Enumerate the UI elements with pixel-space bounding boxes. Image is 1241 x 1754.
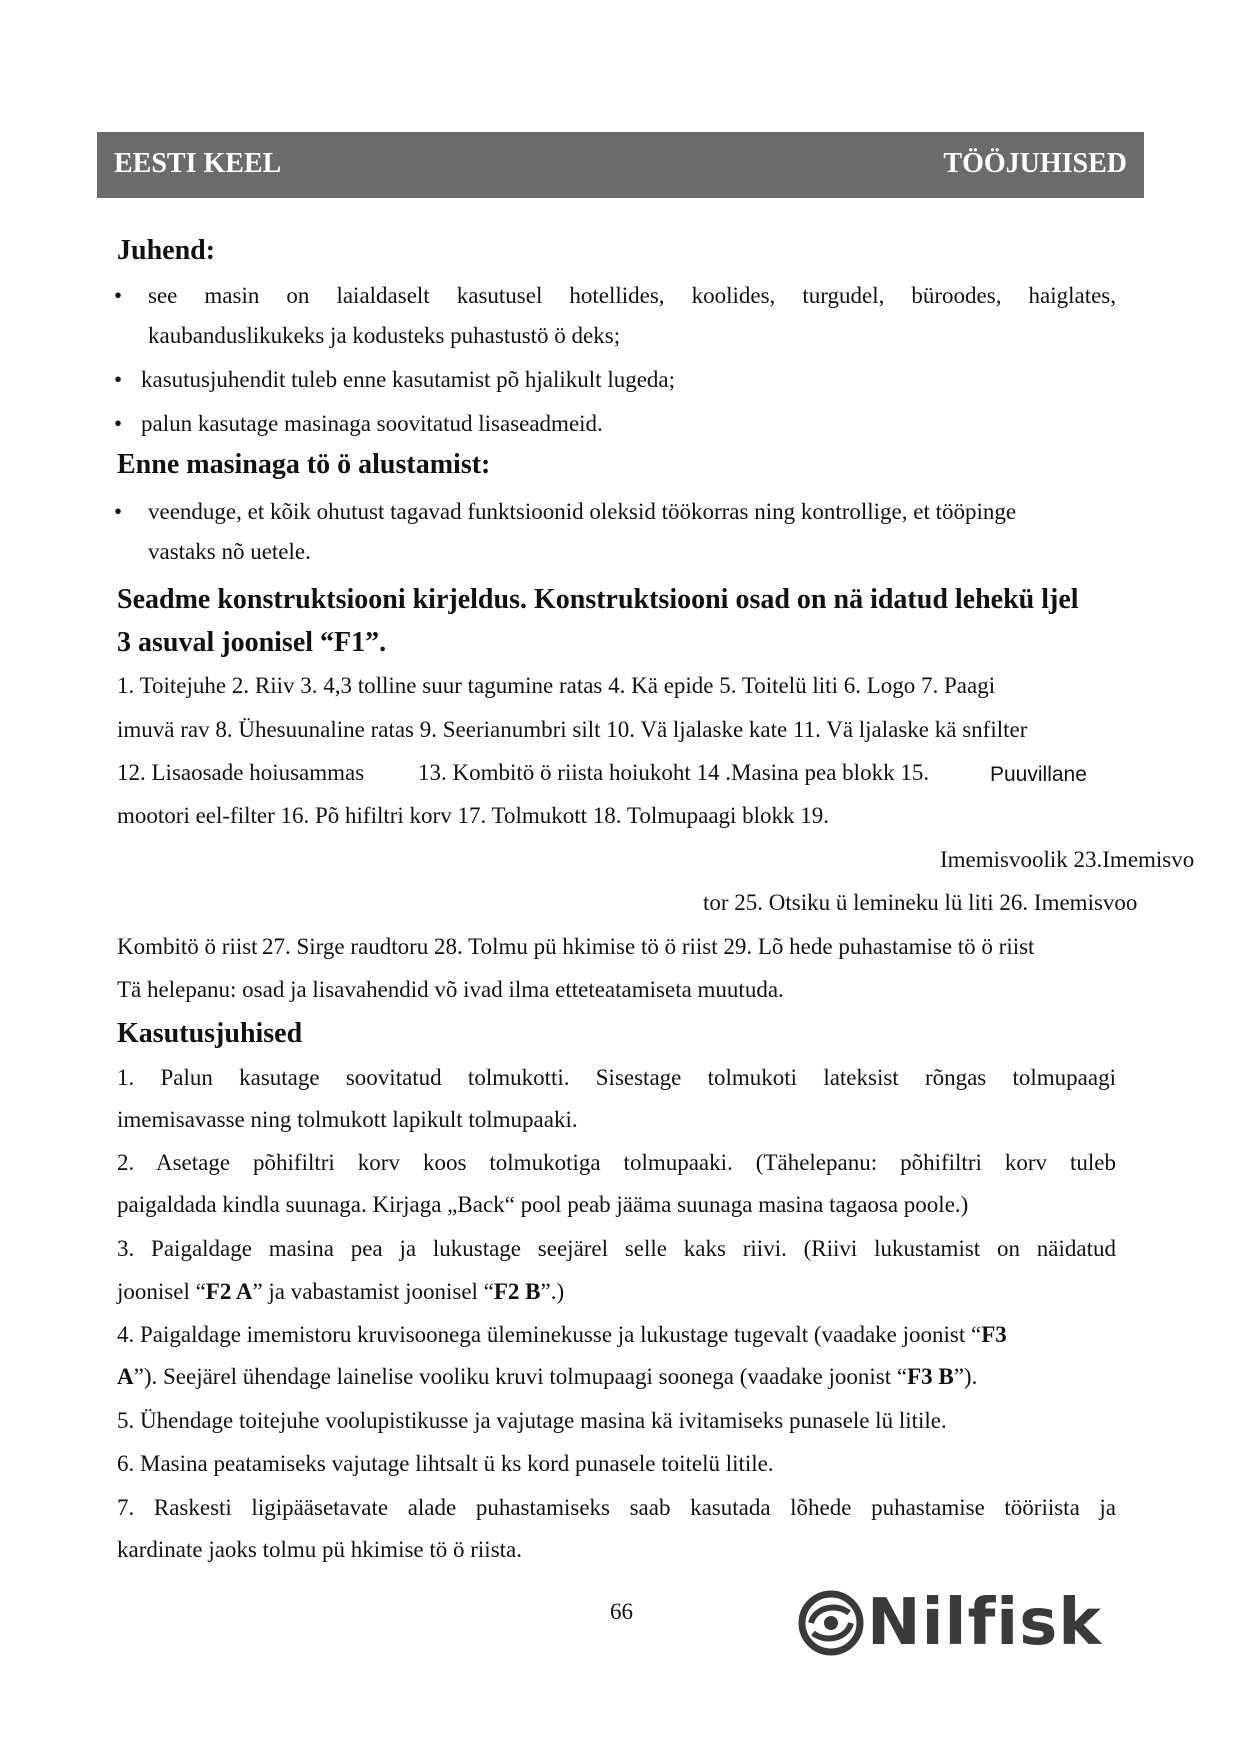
parts-line-6: tor 25. Otsiku ü lemineku lü liti 26. Imemisvoo <box>703 890 1138 915</box>
instruction-4-line-1 <box>117 1322 1007 1348</box>
parts-line-7a: Kombitö ö riist <box>117 934 258 959</box>
parts-line-2: imuvä rav 8. Ühesuunaline ratas 9. Seerianumbri silt 10. Vä ljalaske kate 11. Vä ljalaske kä snfilter <box>117 717 1028 742</box>
nilfisk-logo-text: Nilfisk <box>867 1586 1102 1660</box>
instruction-3-line-1: 3. Paigaldage masina pea ja lukustage seejärel selle kaks riivi. (Riivi lukustamist on näidatud <box>117 1236 1116 1261</box>
figure-ref-f3: F3 <box>981 1322 1007 1347</box>
language-label: EESTI KEEL <box>114 148 282 179</box>
figure-ref-f3b: F3 B <box>907 1364 954 1389</box>
parts-line-3c: Puuvillane <box>990 763 1087 786</box>
instruction-4-text-a: 4. Paigaldage imemistoru kruvisoonega üleminekusse ja lukustage tugevalt (vaadake joonist “ <box>117 1322 982 1347</box>
nilfisk-logo-icon <box>797 1589 865 1657</box>
page-header-bar <box>97 132 1144 198</box>
instruction-1-line-1: 1. Palun kasutage soovitatud tolmukotti. Sisestage tolmukoti lateksist rõngas tolmupaagi <box>117 1065 1116 1090</box>
instruction-2-line-1: 2. Asetage põhifiltri korv koos tolmukotiga tolmupaaki. (Tähelepanu: põhifiltri korv tuleb <box>117 1150 1116 1175</box>
instruction-3-text-e: ”.) <box>540 1279 565 1304</box>
instruction-7-line-2: kardinate jaoks tolmu pü hkimise tö ö riista. <box>117 1537 522 1562</box>
enne-bullet-1-line-1: veenduge, et kõik ohutust tagavad funktsioonid oleksid töökorras ning kontrollige, et tööpinge <box>148 499 1017 524</box>
parts-line-5: Imemisvoolik 23.Imemisvo <box>940 847 1195 872</box>
section-heading-seadme-line-2: 3 asuval joonisel “F1”. <box>117 627 387 658</box>
parts-line-3a: 12. Lisaosade hoiusammas <box>117 760 365 785</box>
section-heading-enne: Enne masinaga tö ö alustamist: <box>117 449 491 480</box>
figure-ref-f2a: F2 A <box>205 1279 253 1304</box>
page-number: 66 <box>610 1599 633 1624</box>
juhend-bullet-2: kasutusjuhendit tuleb enne kasutamist põ hjalikult lugeda; <box>141 367 676 392</box>
section-heading-seadme-line-1: Seadme konstruktsiooni kirjeldus. Konstruktsiooni osad on nä idatud lehekü ljel <box>117 584 1079 615</box>
parts-line-3b: 13. Kombitö ö riista hoiukoht 14 .Masina pea blokk 15. <box>418 760 930 785</box>
parts-line-4: mootori eel-filter 16. Põ hifiltri korv 17. Tolmukott 18. Tolmupaagi blokk 19. <box>117 803 830 828</box>
nilfisk-logo <box>797 1585 1122 1661</box>
document-title: TÖÖJUHISED <box>943 148 1127 179</box>
instruction-3-text-c: ” ja vabastamist joonisel “ <box>252 1279 494 1304</box>
parts-line-7b: 27. Sirge raudtoru 28. Tolmu pü hkimise tö ö riist 29. Lõ hede puhastamise tö ö riist <box>262 934 1035 959</box>
instruction-2-line-2: paigaldada kindla suunaga. Kirjaga „Back“ pool peab jääma suunaga masina tagaosa poole.) <box>117 1192 969 1217</box>
instruction-3-line-2 <box>117 1279 564 1305</box>
juhend-bullet-3: palun kasutage masinaga soovitatud lisaseadmeid. <box>141 411 603 436</box>
instruction-3-text-a: joonisel “ <box>117 1279 206 1304</box>
instruction-4-text-d: ”). <box>953 1364 978 1389</box>
section-heading-juhend: Juhend: <box>117 235 216 266</box>
juhend-bullet-1-line-1: see masin on laialdaselt kasutusel hotellides, koolides, turgudel, büroodes, haiglates, <box>148 283 1116 308</box>
instruction-7-line-1: 7. Raskesti ligipääsetavate alade puhastamiseks saab kasutada lõhede puhastamise tööriista ja <box>117 1495 1116 1520</box>
parts-line-1: 1. Toitejuhe 2. Riiv 3. 4,3 tolline suur tagumine ratas 4. Kä epide 5. Toitelü liti 6. Logo 7. Paagi <box>117 673 996 698</box>
instruction-6: 6. Masina peatamiseks vajutage lihtsalt ü ks kord punasele toitelü litile. <box>117 1451 774 1476</box>
section-heading-kasutus: Kasutusjuhised <box>117 1018 303 1049</box>
enne-bullet-1-line-2: vastaks nõ uetele. <box>148 539 311 564</box>
instruction-5: 5. Ühendage toitejuhe voolupistikusse ja vajutage masina kä ivitamiseks punasele lü litile. <box>117 1408 947 1433</box>
parts-note: Tä helepanu: osad ja lisavahendid võ ivad ilma etteteatamiseta muutuda. <box>117 977 784 1002</box>
bullet-icon: • <box>114 411 123 436</box>
bullet-icon: • <box>114 283 123 308</box>
juhend-bullet-1-line-2: kaubanduslikukeks ja kodusteks puhastustö ö deks; <box>148 323 621 348</box>
bullet-icon: • <box>114 499 123 524</box>
figure-ref-f2b: F2 B <box>493 1279 541 1304</box>
bullet-icon: • <box>114 367 123 392</box>
instruction-4-line-2 <box>117 1364 977 1390</box>
instruction-1-line-2: imemisavasse ning tolmukott lapikult tolmupaaki. <box>117 1107 578 1132</box>
instruction-4-text-b: ”). Seejärel ühendage lainelise vooliku kruvi tolmupaagi soonega (vaadake joonist “ <box>133 1364 908 1389</box>
figure-ref-a: A <box>117 1364 134 1389</box>
